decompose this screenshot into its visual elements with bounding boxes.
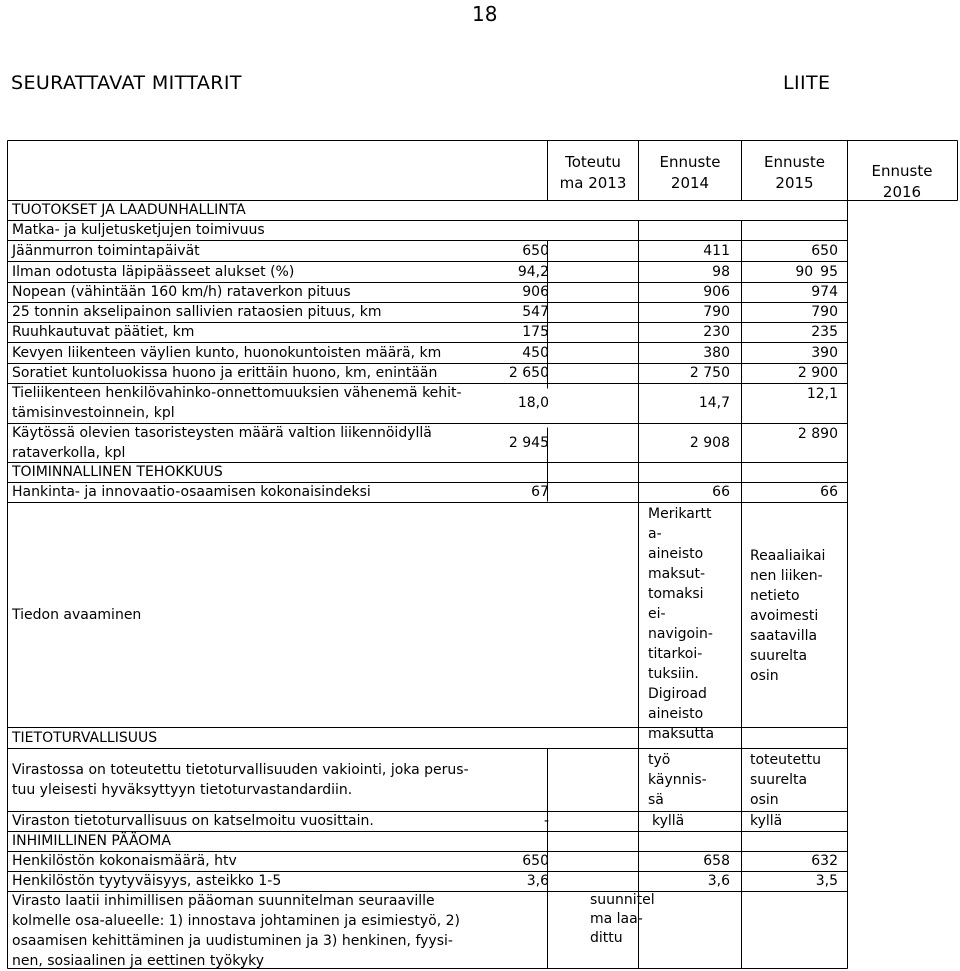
- row-label: Henkilöstön kokonaismäärä, htv: [12, 853, 237, 869]
- cell-value: 547: [522, 304, 549, 320]
- row-label: TOIMINNALLINEN TEHOKKUUS: [12, 464, 223, 480]
- cell-value: 450: [522, 344, 549, 361]
- cell-value: 18,0: [517, 395, 549, 411]
- cell-value: 14,7: [698, 395, 730, 411]
- page-number: 18: [472, 2, 498, 26]
- row-label: Viraston tietoturvallisuus on katselmoitu vuosittain.: [12, 813, 374, 829]
- column-header-2016: Ennuste 2016: [871, 162, 933, 201]
- cell-value: 2 650: [508, 365, 549, 381]
- row-label: Matka- ja kuljetusketjujen toimivuus: [12, 222, 265, 238]
- cell-value: 2 900: [797, 365, 838, 381]
- cell-value: 658: [703, 853, 730, 869]
- cell-value: 390: [811, 344, 838, 361]
- cell-value: kyllä: [652, 813, 685, 829]
- cell-value: 650: [811, 242, 838, 259]
- cell-value: 94,2: [517, 263, 549, 280]
- cell-value: -: [543, 813, 549, 829]
- cell-value: 906: [703, 284, 730, 300]
- cell-value: 411: [703, 242, 730, 259]
- cell-value: 3,5: [815, 873, 838, 889]
- row-label: Nopean (vähintään 160 km/h) rataverkon pituus: [12, 284, 351, 300]
- cell-text: suunnitel ma laa- dittu: [590, 892, 655, 946]
- cell-value: 67: [531, 484, 549, 500]
- cell-text: työ käynnis- sä: [648, 752, 707, 808]
- row-label: Hankinta- ja innovaatio-osaamisen kokonaisindeksi: [12, 484, 371, 500]
- cell-value: 974: [811, 284, 838, 300]
- cell-value: 3,6: [526, 873, 549, 889]
- cell-value: 2 908: [689, 435, 730, 451]
- cell-value: 2 945: [508, 435, 549, 451]
- row-label: Tiedon avaaminen: [12, 606, 142, 623]
- cell-value: 66: [820, 484, 838, 500]
- row-label: TIETOTURVALLISUUS: [12, 729, 158, 746]
- cell-value: 906: [522, 284, 549, 300]
- column-header-2015: Ennuste 2015: [764, 153, 825, 192]
- row-label: Käytössä olevien tasoristeysten määrä valtion liikennöidyllä rataverkolla, kpl: [12, 425, 432, 461]
- cell-text: toteutettu suurelta osin: [750, 752, 821, 808]
- row-label: Ruuhkautuvat päätiet, km: [12, 324, 195, 340]
- column-header-2014: Ennuste 2014: [659, 153, 721, 192]
- page-heading: SEURATTAVAT MITTARIT: [11, 72, 242, 94]
- cell-value: 2 750: [689, 365, 730, 381]
- row-label: Soratiet kuntoluokissa huono ja erittäin huono, km, enintään: [12, 365, 438, 381]
- cell-text: Reaaliaikai nen liiken- netieto avoimesti saatavilla suurelta osin: [750, 548, 826, 684]
- cell-value: 12,1: [806, 386, 838, 402]
- appendix-label: LIITE: [783, 72, 831, 94]
- row-label: 25 tonnin akselipainon sallivien rataosien pituus, km: [12, 304, 382, 320]
- cell-value: 235: [811, 324, 838, 340]
- row-label: Virastossa on toteutettu tietoturvallisuuden vakiointi, joka perus- tuu yleisesti hyväksyttyyn tietoturvastandardiin.: [12, 761, 469, 798]
- cell-value: 66: [712, 484, 730, 500]
- row-label: Ilman odotusta läpipäässeet alukset (%): [12, 263, 295, 280]
- cell-value: 632: [811, 853, 838, 869]
- cell-value: kyllä: [750, 813, 783, 829]
- row-label: TUOTOKSET JA LAADUNHALLINTA: [12, 202, 246, 218]
- cell-value: 90 95: [795, 263, 838, 280]
- row-label: INHIMILLINEN PÄÄOMA: [12, 833, 171, 849]
- row-label: Henkilöstön tyytyväisyys, asteikko 1-5: [12, 873, 282, 889]
- cell-value: 230: [703, 324, 730, 340]
- cell-value: 175: [522, 324, 549, 340]
- cell-text: Merikartt a- aineisto maksut- tomaksi ei- navigoin- titarkoi- tuksiin. Digiroad aineisto maksutta: [648, 506, 715, 742]
- cell-value: 790: [703, 304, 730, 320]
- cell-value: 650: [522, 242, 549, 259]
- row-label: Tieliikenteen henkilövahinko-onnettomuuksien vähenemä kehit- tämisinvestoinnein, kpl: [12, 385, 462, 421]
- cell-value: 790: [811, 304, 838, 320]
- cell-value: 650: [522, 853, 549, 869]
- cell-value: 3,6: [707, 873, 730, 889]
- cell-value: 2 890: [797, 426, 838, 442]
- column-header-2013: Toteutu ma 2013: [559, 153, 627, 192]
- row-label: Virasto laatii inhimillisen pääoman suunnitelman seuraaville kolmelle osa-alueelle: 1) innostava johtaminen ja esimiestyö, 2) osaamisen kehittäminen ja uudistuminen ja 3) henkinen, fyysi- nen, sosiaalinen ja eettinen työkyky: [12, 893, 460, 969]
- cell-value: 98: [712, 263, 730, 280]
- cell-value: 380: [703, 344, 730, 361]
- row-label: Kevyen liikenteen väylien kunto, huonokuntoisten määrä, km: [12, 344, 442, 361]
- row-label: Jäänmurron toimintapäivät: [12, 242, 200, 259]
